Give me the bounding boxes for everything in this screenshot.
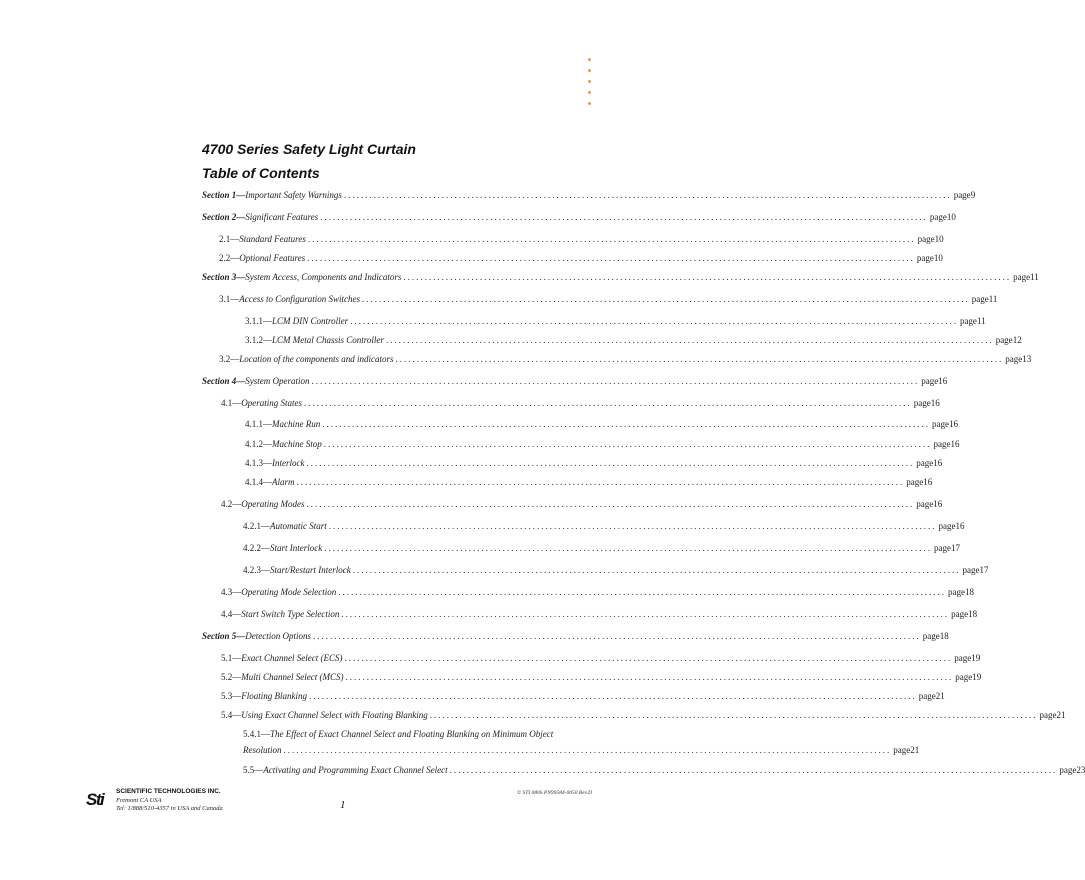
toc-entry-title: Operating States [241,398,302,408]
toc-entry [245,335,1022,349]
toc-entry-title: Operating Mode Selection [241,587,337,597]
toc-entry-number: Section 4— [202,376,246,386]
toc-entry-title: Access to Configuration Switches [239,294,360,304]
toc-entry-title: Exact Channel Select (ECS) [241,653,343,663]
page-number: 1 [340,799,346,811]
toc-page-word: page [955,672,973,682]
toc-page-word: page [929,212,947,222]
toc-page-number: 11 [1030,272,1039,282]
toc-leader-dots: ............................................................................................................................................... [449,765,1058,775]
toc-entry [245,419,958,433]
svg-text:Sti: Sti [86,790,104,809]
toc-page-number: 10 [946,212,956,222]
toc-entry [202,190,976,204]
toc-page-number: 18 [939,631,949,641]
toc-page-number: 16 [955,521,965,531]
toc-entry-title: Significant Features [245,212,319,222]
toc-leader-dots: ............................................................................................................................................... [320,212,928,222]
toc-page-word: page [951,609,969,619]
toc-page-number: 12 [1012,335,1022,345]
toc-entry [243,729,553,743]
toc-entry-title: Resolution [243,745,282,755]
toc-leader-dots: ............................................................................................................................................... [306,458,915,468]
toc-page-word: page [917,234,935,244]
toc-page-number: 17 [979,565,989,575]
toc-page-word: page [934,543,951,553]
toc-leader-dots: ............................................................................................................................................... [341,609,950,619]
toc-page-word: page [913,398,931,408]
toc-page-word: page [906,477,924,487]
toc-entry [202,272,1039,286]
toc-page-number: 16 [948,419,958,429]
toc-entry [221,398,940,412]
toc-entry [202,376,948,390]
toc-page-word: page [1059,765,1077,775]
toc-entry [245,439,960,453]
toc-entry [221,499,943,513]
toc-entry [243,521,965,535]
toc-entry-title: Detection Options [245,631,312,641]
toc-page-number: 18 [968,609,978,619]
toc-leader-dots: ............................................................................................................................................... [385,335,994,345]
toc-entry [221,609,978,623]
toc-entry-number: 3.1.2— [245,335,272,345]
toc-entry-number: 4.3— [221,587,242,597]
toc-entry [202,212,956,226]
toc-leader-dots: ............................................................................................................................................... [304,398,912,408]
toc-entry-number: Section 1— [202,190,246,200]
toc-page-number: 10 [933,253,943,263]
decorative-dot [588,69,591,72]
toc-leader-dots: ............................................................................................................................................... [313,631,921,641]
decorative-dot [588,58,591,61]
toc-entry-title: Optional Features [239,253,306,263]
toc-entry-number: 4.1.3— [245,458,272,468]
toc-entry [245,477,933,491]
toc-entry [221,653,981,667]
toc-entry-number: 2.2— [219,253,240,263]
toc-leader-dots: ............................................................................................................................................... [344,653,953,663]
toc-page-number: 18 [964,587,974,597]
toc-entry-title: Standard Features [239,234,306,244]
toc-entry-title: Multi Channel Select (MCS) [241,672,344,682]
toc-entry-title: LCM Metal Chassis Controller [272,335,384,345]
footer-address: Fremont CA USA [116,797,162,804]
toc-entry [219,253,943,267]
toc-leader-dots: ............................................................................................................................................... [352,565,961,575]
toc-entry-number: 4.2.3— [243,565,270,575]
toc-leader-dots: ............................................................................................................................................... [306,499,915,509]
toc-leader-dots: ............................................................................................................................................... [307,234,916,244]
toc-entry-title: Start Switch Type Selection [241,609,340,619]
toc-entry-number: 5.4.1— [243,729,270,739]
toc-page-word: page [947,587,965,597]
toc-entry-number: 5.3— [221,691,242,701]
toc-entry [219,234,944,248]
toc-page-word: page [954,653,972,663]
toc-entry-title: Important Safety Warnings [245,190,342,200]
toc-page-number: 13 [1022,354,1032,364]
toc-leader-dots: ............................................................................................................................................... [350,316,958,326]
toc-page-word: page [953,190,971,200]
toc-entry-number: 5.5— [243,765,264,775]
toc-page-number: 21 [1056,710,1066,720]
toc-entry [245,458,943,472]
toc-entry-number: 4.1.2— [245,439,272,449]
toc-page-word: page [931,419,949,429]
toc-entry-number: 4.2.1— [243,521,270,531]
toc-entry [243,565,989,579]
toc-entry [243,543,960,557]
toc-leader-dots: ............................................................................................................................................... [362,294,970,304]
toc-page-word: page [916,253,934,263]
toc-page-number: 16 [923,477,933,487]
toc-entry-title: Automatic Start [270,521,327,531]
toc-entry-number: 3.1.1— [245,316,272,326]
toc-entry-number: 4.1.4— [245,477,272,487]
toc-page-number: 19 [972,672,982,682]
toc-page-number: 16 [933,499,943,509]
toc-leader-dots: ............................................................................................................................................... [307,253,915,263]
toc-leader-dots: ............................................................................................................................................... [403,272,1012,282]
toc-entry-number: 5.4— [221,710,242,720]
toc-page-number: 16 [930,398,940,408]
toc-leader-dots: ............................................................................................................................................... [323,439,932,449]
toc-page-word: page [916,499,934,509]
toc-entry-title: LCM DIN Controller [272,316,349,326]
toc-leader-dots: ............................................................................................................................................... [328,521,937,531]
toc-leader-dots: ............................................................................................................................................... [309,691,917,701]
toc-entry-title: Floating Blanking [241,691,307,701]
toc-entry [245,316,986,330]
toc-page-word: page [938,521,956,531]
toc-page-word: page [1013,272,1031,282]
toc-entry-title: Machine Run [272,419,321,429]
toc-entry [221,691,945,705]
toc-page-word: page [959,316,977,326]
document-title: 4700 Series Safety Light Curtain [202,141,416,157]
toc-entry-number: 4.1— [221,398,242,408]
toc-leader-dots: ............................................................................................................................................... [429,710,1038,720]
toc-leader-dots: ............................................................................................................................................... [296,477,905,487]
toc-entry-title: Interlock [272,458,305,468]
toc-entry-title: System Operation [245,376,310,386]
footer-telephone: Tel: 1/888/510-4357 in USA and Canada [116,805,223,812]
toc-page-number: 10 [934,234,944,244]
toc-entry-number: 4.1.1— [245,419,272,429]
toc-page-word: page [893,745,911,755]
toc-entry-title: Operating Modes [241,499,305,509]
toc-page-word: page [1039,710,1057,720]
toc-entry-title: Using Exact Channel Select with Floating Blanking [241,710,428,720]
toc-entry [221,672,982,686]
toc-entry [202,631,949,645]
decorative-dot [588,102,591,105]
decorative-dot [588,91,591,94]
toc-entry-number: Section 5— [202,631,246,641]
toc-page-number: 21 [910,745,920,755]
toc-entry [243,745,920,759]
toc-page-word: page [933,439,951,449]
toc-page-number: 19 [971,653,981,663]
toc-entry-number: Section 3— [202,272,246,282]
toc-entry-title: System Access, Components and Indicators [245,272,402,282]
toc-entry-title: Start/Restart Interlock [270,565,351,575]
toc-leader-dots: ............................................................................................................................................... [311,376,920,386]
toc-page-word: page [995,335,1013,345]
toc-entry [219,354,1032,368]
toc-entry-title: The Effect of Exact Channel Select and Floating Blanking on Minimum Object [270,729,554,739]
toc-entry [243,765,1085,779]
toc-entry-number: 4.4— [221,609,242,619]
toc-page-number: 9 [970,190,976,200]
toc-entry-number: 5.1— [221,653,242,663]
sti-logo-icon [86,790,112,808]
toc-page-word: page [1005,354,1023,364]
toc-entry-title: Location of the components and indicators [239,354,394,364]
toc-entry-number: 5.2— [221,672,242,682]
toc-entry-title: Start Interlock [270,543,323,553]
toc-entry-title: Alarm [272,477,295,487]
toc-leader-dots: ............................................................................................................................................... [345,672,954,682]
toc-page-number: 11 [976,316,986,326]
toc-page-number: 23 [1076,765,1085,775]
toc-leader-dots: ............................................................................................................................................... [343,190,952,200]
toc-entry [219,294,998,308]
decorative-dot [588,80,591,83]
toc-page-number: 16 [938,376,948,386]
toc-leader-dots: ............................................................................................................................................... [395,354,1004,364]
toc-entry-number: Section 2— [202,212,246,222]
toc-page-word: page [916,458,934,468]
toc-entry-number: 4.2.2— [243,543,270,553]
toc-entry [221,587,974,601]
toc-page-number: 11 [988,294,998,304]
toc-page-word: page [971,294,989,304]
toc-entry-number: 3.1— [219,294,240,304]
toc-page-word: page [921,376,939,386]
toc-page-number: 21 [935,691,945,701]
toc-leader-dots: ............................................................................................................................................... [324,543,932,553]
toc-page-word: page [918,691,936,701]
toc-entry-title: Machine Stop [272,439,322,449]
toc-page-number: 16 [950,439,960,449]
toc-entry-number: 2.1— [219,234,240,244]
footer-copyright: © STI 0806 PN99584-0050 Rev.D [516,790,592,796]
toc-leader-dots: ............................................................................................................................................... [283,745,892,755]
toc-leader-dots: ............................................................................................................................................... [338,587,946,597]
footer-company: SCIENTIFIC TECHNOLOGIES INC. [116,788,221,795]
toc-leader-dots: ............................................................................................................................................... [322,419,930,429]
toc-entry-number: 3.2— [219,354,240,364]
toc-entry [221,710,1066,724]
decorative-dots [588,58,594,113]
toc-page-number: 16 [933,458,943,468]
toc-page-word: page [922,631,940,641]
toc-heading: Table of Contents [202,165,320,181]
toc-page-word: page [962,565,980,575]
toc-page-number: 17 [951,543,960,553]
toc-entry-title: Activating and Programming Exact Channel Select [263,765,448,775]
toc-entry-number: 4.2— [221,499,242,509]
